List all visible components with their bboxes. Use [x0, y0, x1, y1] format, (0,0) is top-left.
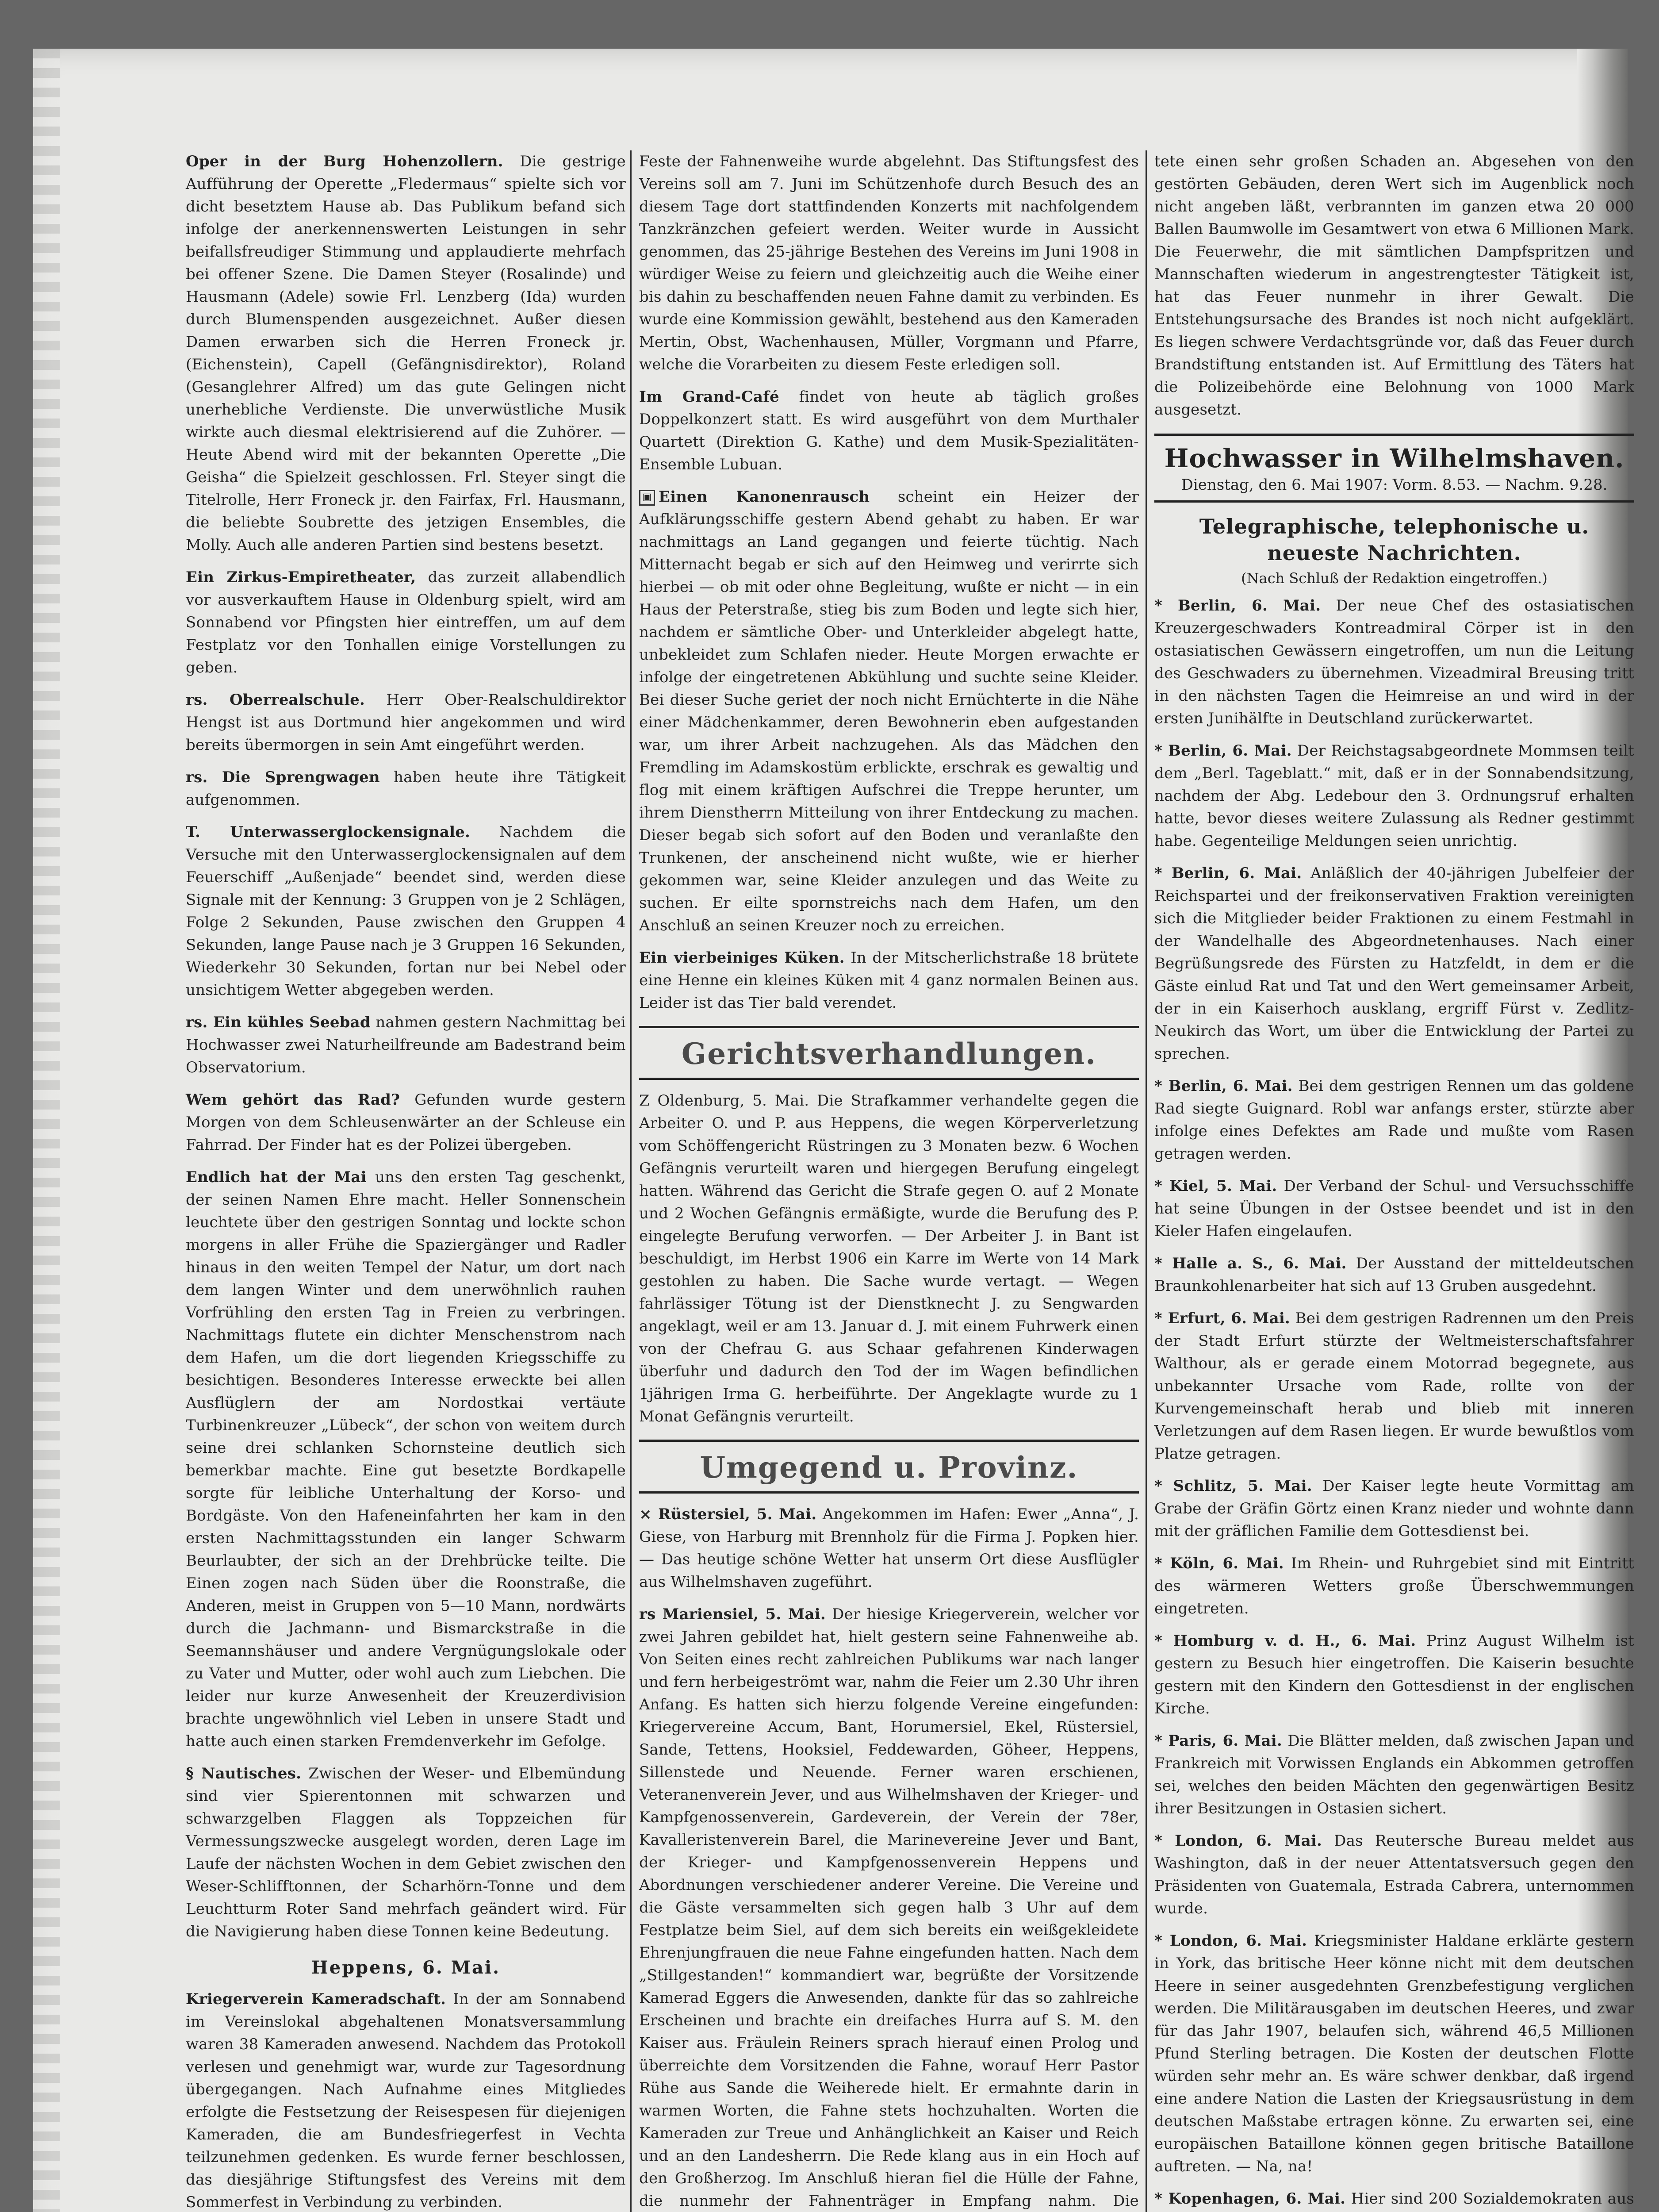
article-paragraph [186, 150, 626, 557]
article-paragraph [186, 1011, 626, 1079]
news-item [1154, 1552, 1634, 1620]
news-text: Bei dem gestrigen Rennen um das goldene Rad siegte Guignard. Robl war anfangs erster, stürzte aber infolge eines Defektes am Rade und mußte vom Rasen getragen werden. [1154, 1077, 1634, 1163]
article-text: nahmen gestern Nachmittag bei Hochwasser zwei Naturheilfreunde am Badestrand beim Observatorium. [186, 1014, 626, 1076]
article-text: uns den ersten Tag geschenkt, der seinen Namen Ehre macht. Heller Sonnenschein leuchtete über den gestrigen Sonntag und lockte schon morgens in aller Frühe die Spaziergänger und Radler hinaus in den weiten Tempel der Natur, um dort nach dem langen Winter und dem unerwöhnlich rauhen Vorfrühling den ersten Tag in Freien zu verbringen. Nachmittags flutete ein dichter Menschenstrom nach dem Hafen, um die dort liegenden Kriegsschiffe zu besichtigen. Besonderes Interesse erweckte bei allen Ausflüglern der am Nordostkai vertäute Turbinenkreuzer „Lübeck“, der schon von weitem durch seine drei schlanken Schornsteine deutlich sich bemerkbar machte. Eine gut besetzte Bordkapelle sorgte für leibliche Unterhaltung der Korso- und Bordgäste. Von den Hafeneinfahrten her kam in den ersten Nachmittagsstunden ein langer Schwarm Beurlaubter, der sich an der Drehbrücke teilte. Die Einen zogen nach Süden über die Roonstraße, die Anderen, meist in Gruppen von 5—10 Mann, nordwärts durch die Jachmann- und Bismarckstraße in die Seemannshäuser und andere Vergnügungslokale oder zu Vater und Mutter, oder wohl auch zum Liebchen. Die leider nur kurze Anwesenheit der Kreuzerdivision brachte ungewöhnlich viel Leben in unsere Stadt und hatte auch einen starken Fremdenverkehr im Gefolge. [186, 1168, 626, 1750]
news-text: Bei dem gestrigen Radrennen um den Preis der Stadt Erfurt stürzte der Weltmeisterschaftsfahrer Walthour, als er gerade einem Motorrad begegnete, aus unbekannter Ursache vom Rade, rollte von der Kurvengemeinschaft herab und blieb mit inneren Verletzungen auf dem Rasen liegen. Er wurde bewußtlos vom Platze getragen. [1154, 1310, 1634, 1463]
news-section-subheading: (Nach Schluß der Redaktion eingetroffen.) [1241, 570, 1548, 587]
article-paragraph [186, 766, 626, 811]
news-text: Hier sind 200 Sozialdemokraten aus [1351, 2190, 1634, 2208]
news-item [1154, 1830, 1634, 1920]
article-lead: Wem gehört das Rad? [186, 1091, 400, 1109]
article-lead: × Rüstersiel, 5. Mai. [639, 1505, 817, 1523]
column-rule [1146, 150, 1147, 2212]
article-lead: T. Unterwasserglockensignale. [186, 823, 471, 841]
news-text: Anläßlich der 40-jährigen Jubelfeier der Reichspartei und der freikonservativen Fraktion vereinigten sich die Mitglieder beider Fraktionen zu einem Festmahl in der Wandelhalle des Abgeordnetenhauses. Nach einer Begrüßungsrede des Fürsten zu Hatzfeldt, in dem er die Gäste einlud Rat und Tat und den Wert gemeinsamer Arbeit, der in ein Kaiserhoch ausklang, ergriff Fürst v. Zedlitz-Neukirch das Wort, um über die Entwicklung der Partei zu sprechen. [1154, 864, 1634, 1063]
article-text: Nachdem die Versuche mit den Unterwasserglockensignalen auf dem Feuerschiff „Außenjade“ beendet sind, werden diese Signale mit der Kennung: 3 Gruppen von je 2 Schlägen, Folge 2 Sekunden, Pause zwischen den Gruppen 4 Sekunden, lange Pause nach je 3 Gruppen 16 Sekunden, Wiederkehr 30 Sekunden, fortan nur bei Nebel oder unsichtigem Wetter abgegeben werden. [186, 823, 626, 999]
article-paragraph [639, 947, 1139, 1014]
news-text: Der Kaiser legte heute Vormittag am Grabe der Gräfin Görtz einen Kranz nieder und wohnte dann mit der gräflichen Familie dem Gottesdienst bei. [1154, 1477, 1634, 1540]
column-rule [630, 150, 632, 2212]
article-paragraph [186, 566, 626, 679]
news-text: Prinz August Wilhelm ist gestern zu Besuch hier eingetroffen. Die Kaiserin besuchte gestern mit den Kindern den Gottesdienst in der englischen Kirche. [1154, 1632, 1634, 1717]
news-dateline: * Berlin, 6. Mai. [1154, 742, 1292, 760]
article-paragraph [639, 150, 1139, 376]
news-dateline: * Kopenhagen, 6. Mai. [1154, 2190, 1346, 2208]
section-heading [639, 1440, 1139, 1494]
article-text: Z Oldenburg, 5. Mai. Die Strafkammer verhandelte gegen die Arbeiter O. und P. aus Heppens, die wegen Körperverletzung vom Schöffengericht Rüstringen zu 3 Monaten bezw. 6 Wochen Gefängnis verurteilt waren und hiergegen Berufung eingelegt hatten. Während das Gericht die Strafe gegen O. auf 2 Monate und 2 Wochen Gefängnis ermäßigte, wurde die Berufung des P. eingelegte Berufung verworfen. — Der Arbeiter J. in Bant ist beschuldigt, im Herbst 1906 ein Karre im Werte von 14 Mark gestohlen zu haben. Die Sache wurde vertagt. — Wegen fahrlässiger Tötung ist der Dienstknecht J. zu Sengwarden angeklagt, weil er am 13. Januar d. J. mit einem Fuhrwerk einen von der Chefrau G. aus Schaar gefahrenen Kinderwagen überfuhr und dadurch den Tod der im Wagen befindlichen 1jährigen Irma G. herbeiführte. Der Angeklagte wurde zu 1 Monat Gefängnis verurteilt. [639, 1092, 1139, 1425]
news-dateline: * Berlin, 6. Mai. [1154, 1077, 1293, 1095]
news-item [1154, 1475, 1634, 1543]
news-item [1154, 1630, 1634, 1720]
column-2 [639, 150, 1139, 2212]
newspaper-page [33, 49, 1635, 2212]
news-text: Der Verband der Schul- und Versuchsschiffe hat seine Übungen in der Ostsee beendet und ist in den Kieler Hafen eingelaufen. [1154, 1177, 1635, 1240]
news-dateline: * Erfurt, 6. Mai. [1154, 1310, 1290, 1327]
news-item [1154, 1730, 1634, 1820]
article-lead: rs. Oberrealschule. [186, 691, 365, 709]
news-item [1154, 862, 1634, 1065]
article-text: Herr Ober-Realschuldirektor Hengst ist aus Dortmund hier angekommen und wird bereits übermorgen in sein Amt eingeführt werden. [186, 691, 626, 754]
section-title: Umgegend u. Provinz. [700, 1450, 1078, 1485]
article-text: In der am Sonnabend im Vereinslokal abgehaltenen Monatsversammlung waren 38 Kameraden anwesend. Nachdem das Protokoll verlesen und genehmigt war, wurde zur Tagesordnung übergegangen. Nach Aufnahme eines Mitgliedes erfolgte die Festsetzung der Reisespesen für diejenigen Kameraden, die am Bundesfriegerfest in Vechta teilzunehmen gedenken. Es wurde ferner beschlossen, das diesjährige Stiftungsfest des Vereins mit dem Sommerfest in Verbindung zu verbinden. [186, 1990, 626, 2211]
news-text: Das Reutersche Bureau meldet aus Washington, daß in der neuer Attentatsversuch gegen den Präsidenten von Guatemala, Estrada Cabrera, unternommen wurde. [1154, 1832, 1634, 1917]
article-paragraph [186, 1763, 626, 1943]
article-lead: § Nautisches. [186, 1765, 302, 1782]
article-lead: rs. Die Sprengwagen [186, 768, 380, 786]
article-paragraph [186, 1988, 626, 2212]
article-lead: rs Mariensiel, 5. Mai. [639, 1605, 826, 1623]
article-paragraph [639, 1603, 1139, 2212]
place-dateline: Heppens, 6. Mai. [311, 1957, 501, 1978]
news-item [1154, 1307, 1634, 1465]
news-item [1154, 740, 1634, 853]
news-text: Der Ausstand der mitteldeutschen Braunkohlenarbeiter hat sich auf 13 Gruben ausgedehnt. [1154, 1255, 1635, 1295]
news-item [1154, 1930, 1634, 2178]
article-lead: Einen Kanonenrausch [659, 488, 870, 506]
section-title: Gerichtsverhandlungen. [681, 1037, 1097, 1071]
article-text: das zurzeit allabendlich vor ausverkauftem Hause in Oldenburg spielt, wird am Sonnabend vor Pfingsten hier eintreffen, um auf dem Festplatz vor den Tonhallen einige Vorstellungen zu geben. [186, 568, 626, 676]
news-dateline: * Paris, 6. Mai. [1154, 1732, 1282, 1750]
news-text: Der Reichstagsabgeordnete Mommsen teilt dem „Berl. Tageblatt.“ mit, daß er in der Sonnabendsitzung, nachdem der Abg. Ledebour den 3. Ordnungsruf erhalten hatte, bevor dieses weitere Zulassung als Redner gestimmt habe. Gegenteilige Meldungen seien unrichtig. [1154, 742, 1635, 850]
article-lead: Ein Zirkus-Empiretheater, [186, 568, 416, 586]
column-1 [186, 150, 626, 2212]
article-text: scheint ein Heizer der Aufklärungsschiffe gestern Abend gehabt zu haben. Er war nachmittags an Land gegangen und feierte tüchtig. Nach Mitternacht begab er sich auf den Heimweg und verirrte sich hierbei — ob mit oder ohne Begleitung, wußte er nicht — in ein Haus der Peterstraße, stieg bis zum Boden und legte sich hier, nachdem er sämtliche Ober- und Unterkleider abgelegt hatte, unbekleidet zum Schlafen nieder. Heute Morgen erwachte er infolge der eingetretenen Abkühlung und suchte seine Kleider. Bei dieser Suche geriet der noch nicht Ernüchterte in die Nähe einer Mädchenkammer, deren Bewohnerin eben aufgestanden war, um ihrer Arbeit nachzugehen. Als das Mädchen den Fremdling im Adamskostüm erblickte, erschrak es gewaltig und flog mit einem kräftigen Aufschrei die Treppe herunter, um ihrem Dienstherrn Mitteilung von ihrer Entdeckung zu machen. Dieser begab sich sofort auf den Boden und veranlaßte den Trunkenen, der anscheinend nicht wußte, wie er hierher gekommen war, seine Kleider anzulegen und das Weite zu suchen. Er eilte spornstreichs nach dem Hafen, um den Anschluß an seinen Kreuzer noch zu erreichen. [639, 488, 1139, 934]
box-mark-icon: ▣ [639, 490, 655, 506]
article-lead: rs. Ein kühles Seebad [186, 1014, 371, 1031]
article-text: Gefunden wurde gestern Morgen von dem Schleusenwärter an der Schleuse ein Fahrrad. Der Finder hat es der Polizei übergeben. [186, 1091, 626, 1154]
news-dateline: * Halle a. S., 6. Mai. [1154, 1255, 1347, 1272]
article-text: Angekommen im Hafen: Ewer „Anna“, J. Giese, von Harburg mit Brennholz für die Firma J. Popken hier. — Das heutige schöne Wetter hat unserm Ort diese Ausflügler aus Wilhelmshaven zugeführt. [639, 1505, 1139, 1591]
article-paragraph [639, 1503, 1139, 1594]
news-dateline: * Kiel, 5. Mai. [1154, 1177, 1277, 1195]
news-text: Der neue Chef des ostasiatischen Kreuzergeschwaders Kontreadmiral Cörper ist in den ostasiatischen Gewässern eingetroffen, um nun die Leitung des Geschwaders zu übernehmen. Vizeadmiral Breusing tritt in den nächsten Tagen die Heimreise an und wird in der ersten Junihälfte in Deutschland zurückerwartet. [1154, 597, 1634, 727]
article-paragraph [186, 689, 626, 757]
article-lead: Kriegerverein Kameradschaft. [186, 1990, 446, 2008]
news-dateline: * Berlin, 6. Mai. [1154, 864, 1302, 882]
news-dateline: * London, 6. Mai. [1154, 1932, 1307, 1950]
article-paragraph [1154, 150, 1634, 421]
article-text: Die gestrige Aufführung der Operette „Fledermaus“ spielte sich vor dicht besetztem Hause ab. Das Publikum befand sich infolge der anerkennenswerten Leistungen in sehr beifallsfreudiger Stimmung und applaudierte mehrfach bei offener Szene. Die Damen Steyer (Rosalinde) und Hausmann (Adele) sowie Frl. Lenzberg (Ida) wurden durch Blumenspenden ausgezeichnet. Außer diesen Damen erwarben sich die Herren Froneck jr. (Eichenstein), Capell (Gefängnisdirektor), Roland (Gesanglehrer Alfred) um das gute Gelingen nicht unerhebliche Verdienste. Die unverwüstliche Musik wirkte auch diesmal elektrisierend auf die Zuhörer. — Heute Abend wird mit der bekannten Operette „Die Geisha“ die Spielzeit geschlossen. Frl. Steyer singt die Titelrolle, Herr Froneck jr. den Fairfax, Frl. Hausmann, die beliebte Soubrette des jetzigen Ensembles, die Molly. Auch alle anderen Partien sind bestens besetzt. [186, 153, 626, 554]
article-text: In der Mitscherlichstraße 18 brütete eine Henne ein kleines Küken mit 4 ganz normalen Beinen aus. Leider ist das Tier bald verendet. [639, 949, 1139, 1012]
article-paragraph [186, 1089, 626, 1156]
news-section-heading: Telegraphische, telephonische u. neueste Nachrichten. [1199, 515, 1590, 565]
news-dateline: * Berlin, 6. Mai. [1154, 597, 1321, 614]
article-paragraph [186, 821, 626, 1002]
article-text: haben heute ihre Tätigkeit aufgenommen. [186, 768, 626, 809]
article-text: tete einen sehr großen Schaden an. Abgesehen von den gestörten Gebäuden, deren Wert sich im Augenblick noch nicht angeben läßt, verbrannten im ganzen etwa 20 000 Ballen Baumwolle im Gesamtwert von etwa 6 Millionen Mark. Die Feuerwehr, die mit sämtlichen Dampfspritzen und Mannschaften wiederum in angestrengtester Tätigkeit ist, hat das Feuer nunmehr in ihrer Gewalt. Die Entstehungsursache des Brandes ist noch nicht aufgeklärt. Es liegen schwere Verdachtsgründe vor, daß das Feuer durch Brandstiftung entstanden ist. Auf Ermittlung des Täters hat die Polizeibehörde eine Belohnung von 1000 Mark ausgesetzt. [1154, 153, 1634, 419]
news-item [1154, 1075, 1634, 1165]
article-lead: Oper in der Burg Hohenzollern. [186, 153, 503, 170]
article-lead: Ein vierbeiniges Küken. [639, 949, 845, 967]
news-item [1154, 1175, 1634, 1243]
news-dateline: * Schlitz, 5. Mai. [1154, 1477, 1312, 1495]
article-paragraph [639, 1090, 1139, 1428]
article-text: Der hiesige Kriegerverein, welcher vor zwei Jahren gebildet hat, hielt gestern seine Fahnenweihe ab. Von Seiten eines recht zahlreichen Publikums war nach langer und fern herbeigeströmt war, nahm die Feier um 2.30 Uhr ihren Anfang. Es hatten sich hierzu folgende Vereine eingefunden: Kriegervereine Accum, Bant, Horumersiel, Ekel, Rüstersiel, Sande, Tettens, Hooksiel, Feddewarden, Göheer, Heppens, Sillenstede und Neuende. Ferner waren erschienen, Veteranenverein Jever, und aus Wilhelmshaven der Krieger- und Kampfgenossenverein, Gardeverein, der Verein der 78er, Kavalleristenverein Barel, die Marinevereine Jever und Bant, der Krieger- und Kampfgenossenverein Heppens und Abordnungen verschiedener anderer Vereine. Die Vereine und die Gäste versammelten sich gegen halb 3 Uhr auf dem Festplatze beim Siel, auf dem sich bereits ein weißgekleidete Ehrenjungfrauen die neue Fahne eingefunden hatten. Nach dem „Stillgestanden!“ kommandiert war, begrüßte der Vorsitzende Kamerad Eggers die Anwesenden, dankte für das so zahlreiche Erscheinen und brachte ein dreifaches Hurra auf S. M. den Kaiser aus. Fräulein Reiners sprach hierauf einen Prolog und überreichte dem Vorsitzenden die Fahne, worauf Herr Pastor Rühe aus Sande die Weiherede hielt. Er ermahnte darin in warmen Worten, die Fahne stets hochzuhalten. Worten die Kameraden zur Treue und Anhänglichkeit an Kaiser und Reich und an den Landesherrn. Die Rede klang aus in ein Hoch auf den Großherzog. Im Anschluß hieran fiel die Hülle der Fahne, die nunmehr der Fahnenträger in Empfang nahm. Die [639, 1605, 1139, 2210]
news-text: Im Rhein- und Ruhrgebiet sind mit Eintritt des wärmeren Wetters große Überschwemmungen eingetreten. [1154, 1555, 1634, 1617]
news-dateline: * Köln, 6. Mai. [1154, 1555, 1284, 1572]
article-paragraph [186, 1166, 626, 1753]
article-text: findet von heute ab täglich großes Doppelkonzert statt. Es wird ausgeführt von dem Murthaler Quartett (Direktion G. Kathe) und dem Musik-Spezialitäten-Ensemble Lubuan. [639, 388, 1139, 473]
article-paragraph [639, 386, 1139, 476]
news-item [1154, 595, 1634, 730]
column-3 [1154, 150, 1634, 2212]
article-lead: Im Grand-Café [639, 388, 779, 406]
news-dateline: * Homburg v. d. H., 6. Mai. [1154, 1632, 1416, 1650]
article-lead: Endlich hat der Mai [186, 1168, 367, 1186]
article-text: Feste der Fahnenweihe wurde abgelehnt. Das Stiftungsfest des Vereins soll am 7. Juni im Schützenhofe durch Besuch des an diesem Tage dort stattfindenden Konzerts mit nachfolgendem Tanzkränzchen gefeiert werden. Weiter wurde in Aussicht genommen, das 25-jährige Bestehen des Vereins im Juni 1908 in würdiger Weise zu feiern und gleichzeitig auch die Weihe einer bis dahin zu beschaffenden neuen Fahne damit zu verbinden. Es wurde eine Kommission gewählt, bestehend aus den Kameraden Mertin, Obst, Wachenhausen, Müller, Vorgmann und Pfarre, welche die Vorarbeiten zu diesem Feste erledigen soll. [639, 153, 1139, 373]
article-paragraph [639, 486, 1139, 937]
section-heading [639, 1026, 1139, 1080]
news-dateline: * London, 6. Mai. [1154, 1832, 1322, 1850]
news-text: Die Blätter melden, daß zwischen Japan und Frankreich mit Vorwissen Englands ein Abkommen getroffen sei, welches den beiden Mächten den gegenwärtigen Besitz ihrer Besitzungen in Ostasien sichert. [1154, 1732, 1634, 1817]
tide-heading: Hochwasser in Wilhelmshaven. [1154, 434, 1634, 474]
tide-times: Dienstag, den 6. Mai 1907: Vorm. 8.53. — Nachm. 9.28. [1154, 474, 1634, 503]
news-item [1154, 1252, 1634, 1298]
article-text: Zwischen der Weser- und Elbemündung sind vier Spierentonnen mit schwarzen und schwarzgelben Flaggen als Toppzeichen für Vermessungszwecke ausgelegt worden, deren Lage im Laufe der nächsten Wochen in dem Gebiet zwischen den Weser-Schlifftonnen, der Scharhörn-Tonne und dem Leuchtturm Roter Sand mehrfach geändert wird. Für die Navigierung haben diese Tonnen keine Bedeutung. [186, 1765, 626, 1940]
page-edge-left [33, 49, 60, 2212]
news-item [1154, 2188, 1634, 2212]
news-text: Kriegsminister Haldane erklärte gestern in York, das britische Heer könne nicht mit dem deutschen Heere in seiner ausgedehnten Grenzbefestigung verglichen werden. Die Militärausgaben im deutschen Heeres, und zwar für das Jahr 1907, belaufen sich, während 46,5 Millionen Pfund Sterling betragen. Die Kosten der deutschen Flotte würden sehr mehr an. Es wäre schwer denkbar, daß irgend eine andere Nation die Lasten der Kriegsausrüstung in dem deutschen Maßstabe ertragen könne. Zu erwarten sei, eine europäischen Bataillone können gegen britische Bataillone auftreten. — Na, na! [1154, 1932, 1634, 2175]
